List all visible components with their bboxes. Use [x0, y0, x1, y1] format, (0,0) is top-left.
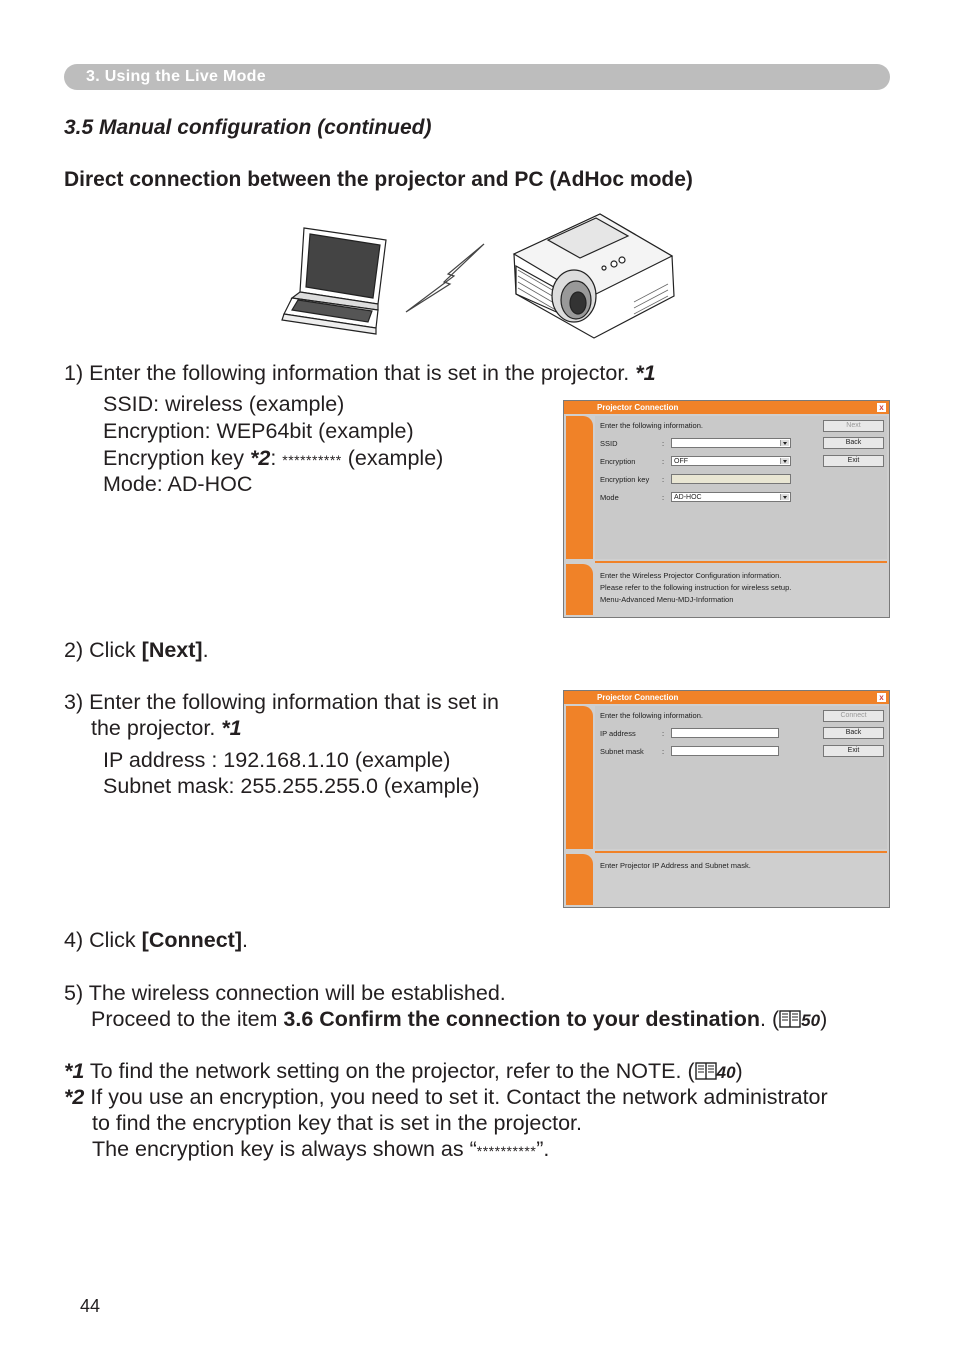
projector-illustration [514, 214, 674, 338]
chevron-down-icon [780, 440, 789, 446]
step-1 [64, 360, 656, 386]
step-3: 3) Enter the following information that is set in [64, 690, 499, 714]
lightning-icon [406, 244, 484, 312]
mode-select[interactable]: AD-HOC [671, 492, 791, 502]
ssid-select[interactable] [671, 438, 791, 448]
back-button[interactable]: Back [823, 437, 884, 449]
ssid-example: SSID: wireless (example) [103, 392, 345, 416]
book-icon [695, 1062, 717, 1080]
section-title: 3.5 Manual configuration (continued) [64, 116, 432, 139]
encryption-select[interactable]: OFF [671, 456, 791, 466]
note-2-line-2: to find the encryption key that is set in the projector. [92, 1111, 582, 1135]
chevron-down-icon [780, 494, 789, 500]
chevron-down-icon [780, 458, 789, 464]
connect-button[interactable]: Connect [823, 710, 884, 722]
encryption-key-input[interactable] [671, 474, 791, 484]
subnet-example: Subnet mask: 255.255.255.0 (example) [103, 774, 480, 798]
ip-example: IP address : 192.168.1.10 (example) [103, 748, 451, 772]
close-icon[interactable]: x [877, 403, 886, 412]
note-mark-2: *2 [64, 1085, 85, 1109]
back-button[interactable]: Back [823, 727, 884, 739]
dialog-1-info-line: Enter the Wireless Projector Configuration information. [600, 571, 782, 580]
step-5: 5) The wireless connection will be established. [64, 981, 506, 1005]
exit-button[interactable]: Exit [823, 455, 884, 467]
exit-button[interactable]: Exit [823, 745, 884, 757]
cross-reference-link[interactable]: 3.6 Confirm the connection to your destination [283, 1007, 761, 1031]
ip-address-input[interactable] [671, 728, 779, 738]
note-ref-1: *1 [635, 361, 656, 385]
subtitle: Direct connection between the projector and PC (AdHoc mode) [64, 168, 693, 191]
connect-button-reference: [Connect] [141, 928, 242, 952]
note-1: *1 To find the network setting on the projector, refer to the NOTE. ( 40) [64, 1059, 743, 1083]
next-button-reference: [Next] [141, 638, 203, 662]
projector-connection-dialog-2: Projector Connection x Enter the following information. IP address : Subnet mask : Connect Back Exit Enter Projector IP Address and Subnet mask. [563, 690, 890, 908]
dialog-1-info-line: Please refer to the following instruction for wireless setup. [600, 583, 792, 592]
masked-key: ********** [282, 452, 342, 468]
mode-label: Mode [600, 493, 619, 502]
projector-connection-dialog-1: Projector Connection x Enter the following information. SSID : Encryption : OFF Encryption key : Mode : AD-HOC Next Back Exit Enter the Wireless Projector Configuration information. Please refer to the following instruction for wireless setup. Menu-Advanced Menu-MDJ-Information [563, 400, 890, 618]
mode-example: Mode: AD-HOC [103, 472, 253, 496]
next-button[interactable]: Next [823, 420, 884, 432]
note-2-line-3: The encryption key is always shown as “**********”. [92, 1137, 550, 1161]
subnet-mask-input[interactable] [671, 746, 779, 756]
page-reference[interactable]: 40 [716, 1063, 736, 1082]
dialog-2-prompt: Enter the following information. [600, 711, 703, 720]
page-reference[interactable]: 50 [801, 1011, 821, 1030]
step-2: 2) Click [Next]. [64, 638, 209, 662]
book-icon [779, 1010, 801, 1028]
encryption-label: Encryption [600, 457, 636, 466]
step-3-continued: the projector. *1 [91, 716, 242, 740]
note-2: *2 If you use an encryption, you need to set it. Contact the network administrator [64, 1085, 828, 1109]
chapter-title: 3. Using the Live Mode [86, 68, 266, 85]
masked-key: ********** [476, 1143, 537, 1159]
note-mark-1: *1 [64, 1059, 85, 1083]
ssid-label: SSID [600, 439, 618, 448]
close-icon[interactable]: x [877, 693, 886, 702]
encryption-key-example: Encryption key *2: ********** (example) [103, 446, 444, 470]
encryption-example: Encryption: WEP64bit (example) [103, 419, 414, 443]
note-ref-1: *1 [221, 716, 242, 740]
ip-address-label: IP address [600, 729, 636, 738]
dialog-1-prompt: Enter the following information. [600, 421, 703, 430]
page-number: 44 [80, 1296, 101, 1316]
dialog-2-title: Projector Connection [564, 691, 889, 704]
step-5-continued: Proceed to the item 3.6 Confirm the connection to your destination. ( 50) [91, 1007, 828, 1031]
step-4: 4) Click [Connect]. [64, 928, 248, 952]
dialog-2-info-line: Enter Projector IP Address and Subnet mask. [600, 861, 751, 870]
step-1-text: 1) Enter the following information that is set in the projector. [64, 361, 636, 385]
chapter-header-bar [64, 64, 890, 90]
subnet-mask-label: Subnet mask [600, 747, 644, 756]
laptop-illustration [282, 228, 386, 334]
dialog-1-info-line: Menu-Advanced Menu-MDJ-Information [600, 595, 734, 604]
encryption-key-label: Encryption key [600, 475, 650, 484]
note-ref-2: *2 [249, 446, 271, 470]
dialog-1-title: Projector Connection [564, 401, 889, 414]
connection-illustration [278, 210, 680, 346]
